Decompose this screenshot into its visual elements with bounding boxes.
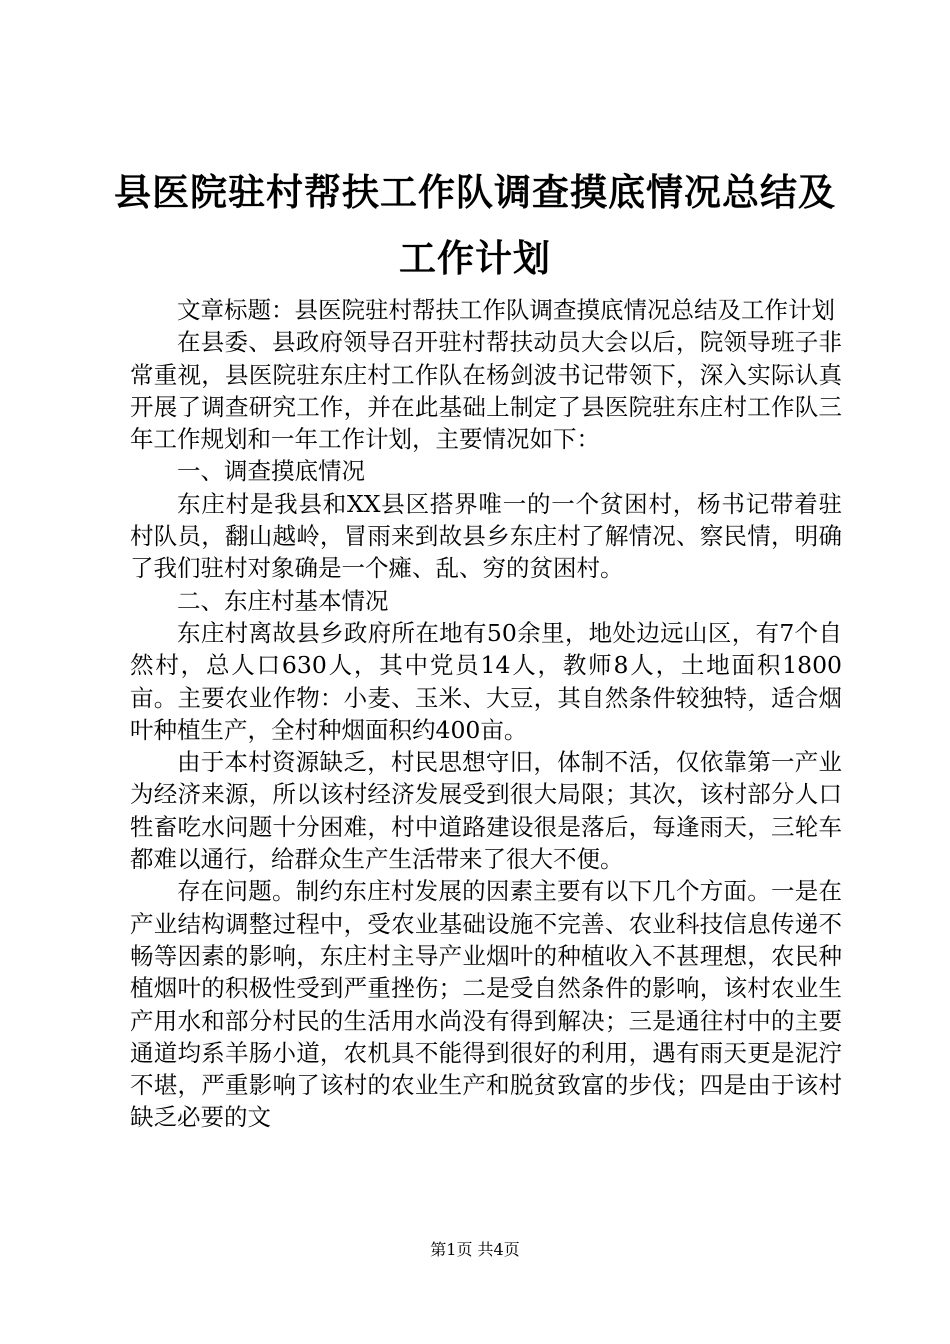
document-title: 县医院驻村帮扶工作队调查摸底情况总结及工作计划 <box>114 171 836 280</box>
paragraph-constraints: 由于本村资源缺乏，村民思想守旧，体制不活，仅依靠第一产业为经济来源，所以该村经济发展受到很大局限；其次，该村部分人口牲畜吃水问题十分困难，村中道路建设很是落后，每逢雨天，三轮车都难以通行，给群众生产生活带来了很大不便。 <box>130 748 842 874</box>
document-body <box>130 294 842 1134</box>
paragraph-article-title: 文章标题：县医院驻村帮扶工作队调查摸底情况总结及工作计划 <box>177 296 835 324</box>
section-heading-basic-info: 二、东庄村基本情况 <box>177 586 389 615</box>
paragraph-survey: 东庄村是我县和XX县区搭界唯一的一个贫困村，杨书记带着驻村队员，翻山越岭，冒雨来到故县乡东庄村了解情况、察民情，明确了我们驻村对象确是一个瘫、乱、穷的贫困村。 <box>130 489 842 583</box>
paragraph-problems: 存在问题。制约东庄村发展的因素主要有以下几个方面。一是在产业结构调整过程中，受农业基础设施不完善、农业科技信息传递不畅等因素的影响，东庄村主导产业烟叶的种植收入不甚理想，农民种植烟叶的积极性受到严重挫伤；二是受自然条件的影响，该村农业生产用水和部分村民的生活用水尚没有得到解决；三是通往村中的主要通道均系羊肠小道，农机具不能得到很好的利用，遇有雨天更是泥泞不堪，严重影响了该村的农业生产和脱贫致富的步伐；四是由于该村缺乏必要的文 <box>130 877 842 1132</box>
section-heading-survey: 一、调查摸底情况 <box>177 457 365 486</box>
page-footer: 第1页 共4页 <box>430 1240 520 1259</box>
paragraph-intro: 在县委、县政府领导召开驻村帮扶动员大会以后，院领导班子非常重视，县医院驻东庄村工作队在杨剑波书记带领下，深入实际认真开展了调查研究工作，并在此基础上制定了县医院驻东庄村工作队三年工作规划和一年工作计划，主要情况如下： <box>130 328 842 454</box>
paragraph-basic-info: 东庄村离故县乡政府所在地有50余里，地处边远山区，有7个自然村，总人口630人，其中党员14人，教师8人，土地面积1800亩。主要农业作物：小麦、玉米、大豆，其自然条件较独特，适合烟叶种植生产，全村种烟面积约400亩。 <box>130 618 842 744</box>
